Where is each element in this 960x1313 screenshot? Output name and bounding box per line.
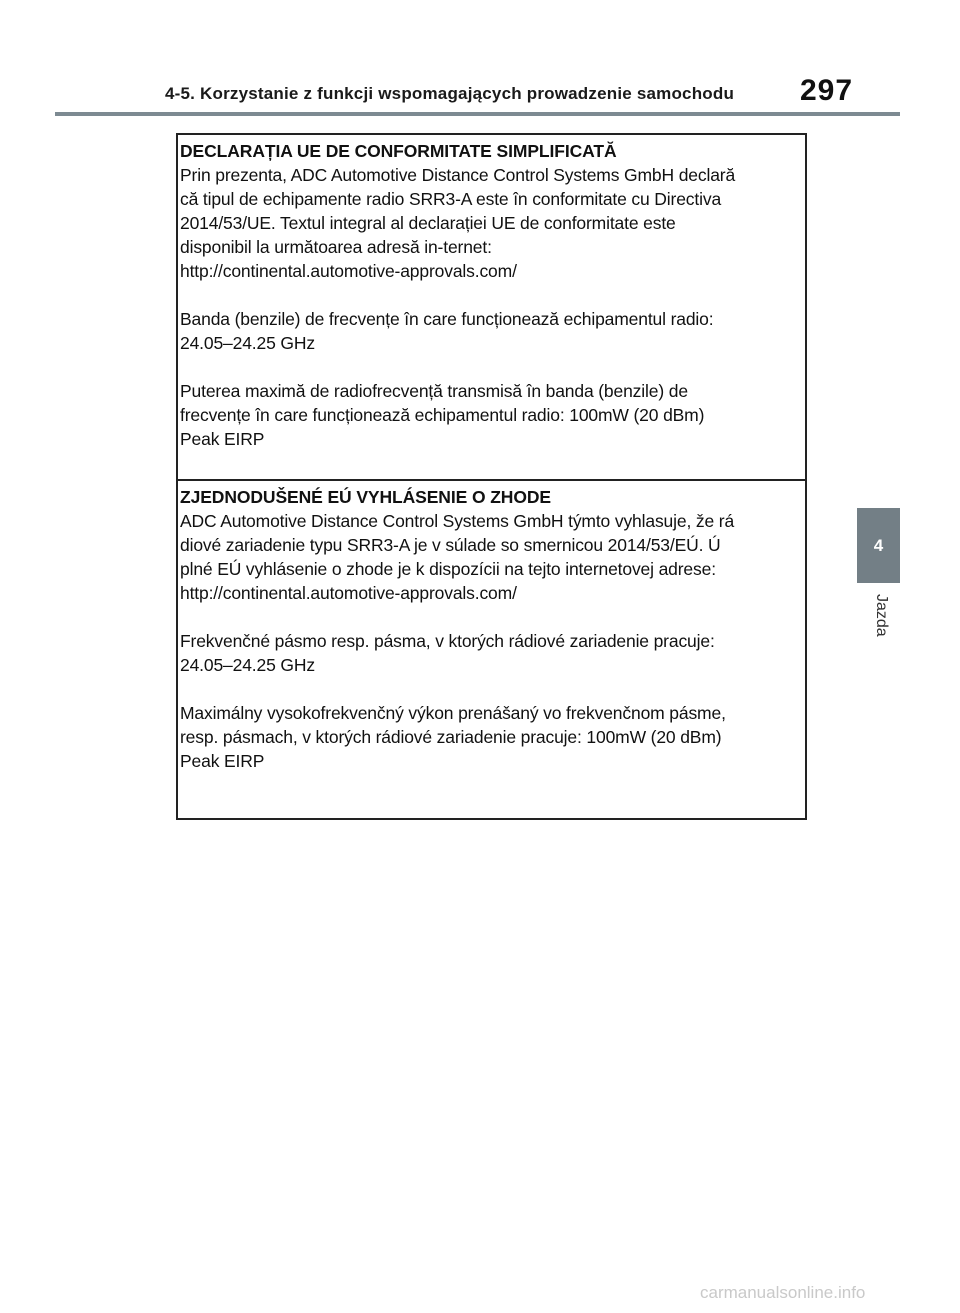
text-line: Peak EIRP: [180, 751, 265, 771]
slovak-declaration-statement: [180, 509, 803, 605]
text-line: Puterea maximă de radiofrecvență transmisă în banda (benzile) de: [180, 381, 688, 401]
romanian-frequency-band: [180, 307, 803, 355]
text-line: Prin prezenta, ADC Automotive Distance Control Systems GmbH declară: [180, 165, 736, 185]
paragraph-spacer: [180, 355, 803, 379]
text-line: disponibil la următoarea adresă in-ternet:: [180, 237, 492, 257]
text-line: diové zariadenie typu SRR3-A je v súlade so smernicou 2014/53/EÚ. Ú: [180, 535, 721, 555]
romanian-declaration: [178, 135, 805, 479]
text-line: Peak EIRP: [180, 429, 265, 449]
text-line: 2014/53/UE. Textul integral al declarației UE de conformitate este: [180, 213, 676, 233]
text-line: resp. pásmach, v ktorých rádiové zariadenie pracuje: 100mW (20 dBm): [180, 727, 722, 747]
slovak-max-power: [180, 701, 803, 773]
page-header: [0, 0, 960, 120]
approval-url: http://continental.automotive-approvals.com/: [180, 261, 517, 281]
text-line: Maximálny vysokofrekvenčný výkon prenášaný vo frekvenčnom pásme,: [180, 703, 726, 723]
page-number: 297: [800, 74, 854, 107]
site-watermark: carmanualsonline.info: [700, 1283, 866, 1302]
chapter-label: Jazda: [873, 594, 890, 637]
romanian-declaration-statement: [180, 163, 803, 283]
text-line: că tipul de echipamente radio SRR3-A este în conformitate cu Directiva: [180, 189, 722, 209]
text-line: frecvențe în care funcționează echipamentul radio: 100mW (20 dBm): [180, 405, 705, 425]
slovak-declaration-heading: ZJEDNODUŠENÉ EÚ VYHLÁSENIE O ZHODE: [180, 487, 551, 507]
romanian-declaration-heading: DECLARAȚIA UE DE CONFORMITATE SIMPLIFICATĂ: [180, 141, 617, 161]
declaration-box: [176, 133, 807, 820]
header-divider: [55, 112, 900, 116]
slovak-declaration: [178, 479, 805, 820]
chapter-tab: [857, 508, 900, 583]
section-title: 4-5. Korzystanie z funkcji wspomagających prowadzenie samochodu: [165, 84, 735, 103]
slovak-frequency-band: [180, 629, 803, 677]
chapter-number: 4: [873, 536, 884, 555]
paragraph-spacer: [180, 283, 803, 307]
paragraph-spacer: [180, 677, 803, 701]
paragraph-spacer: [180, 605, 803, 629]
frequency-value: 24.05–24.25 GHz: [180, 333, 315, 353]
frequency-value: 24.05–24.25 GHz: [180, 655, 315, 675]
text-line: Frekvenčné pásmo resp. pásma, v ktorých rádiové zariadenie pracuje:: [180, 631, 715, 651]
romanian-max-power: [180, 379, 803, 451]
text-line: plné EÚ vyhlásenie o zhode je k dispozícii na tejto internetovej adrese:: [180, 559, 716, 579]
text-line: Banda (benzile) de frecvențe în care funcționează echipamentul radio:: [180, 309, 714, 329]
approval-url: http://continental.automotive-approvals.com/: [180, 583, 517, 603]
text-line: ADC Automotive Distance Control Systems GmbH týmto vyhlasuje, že rá: [180, 511, 735, 531]
